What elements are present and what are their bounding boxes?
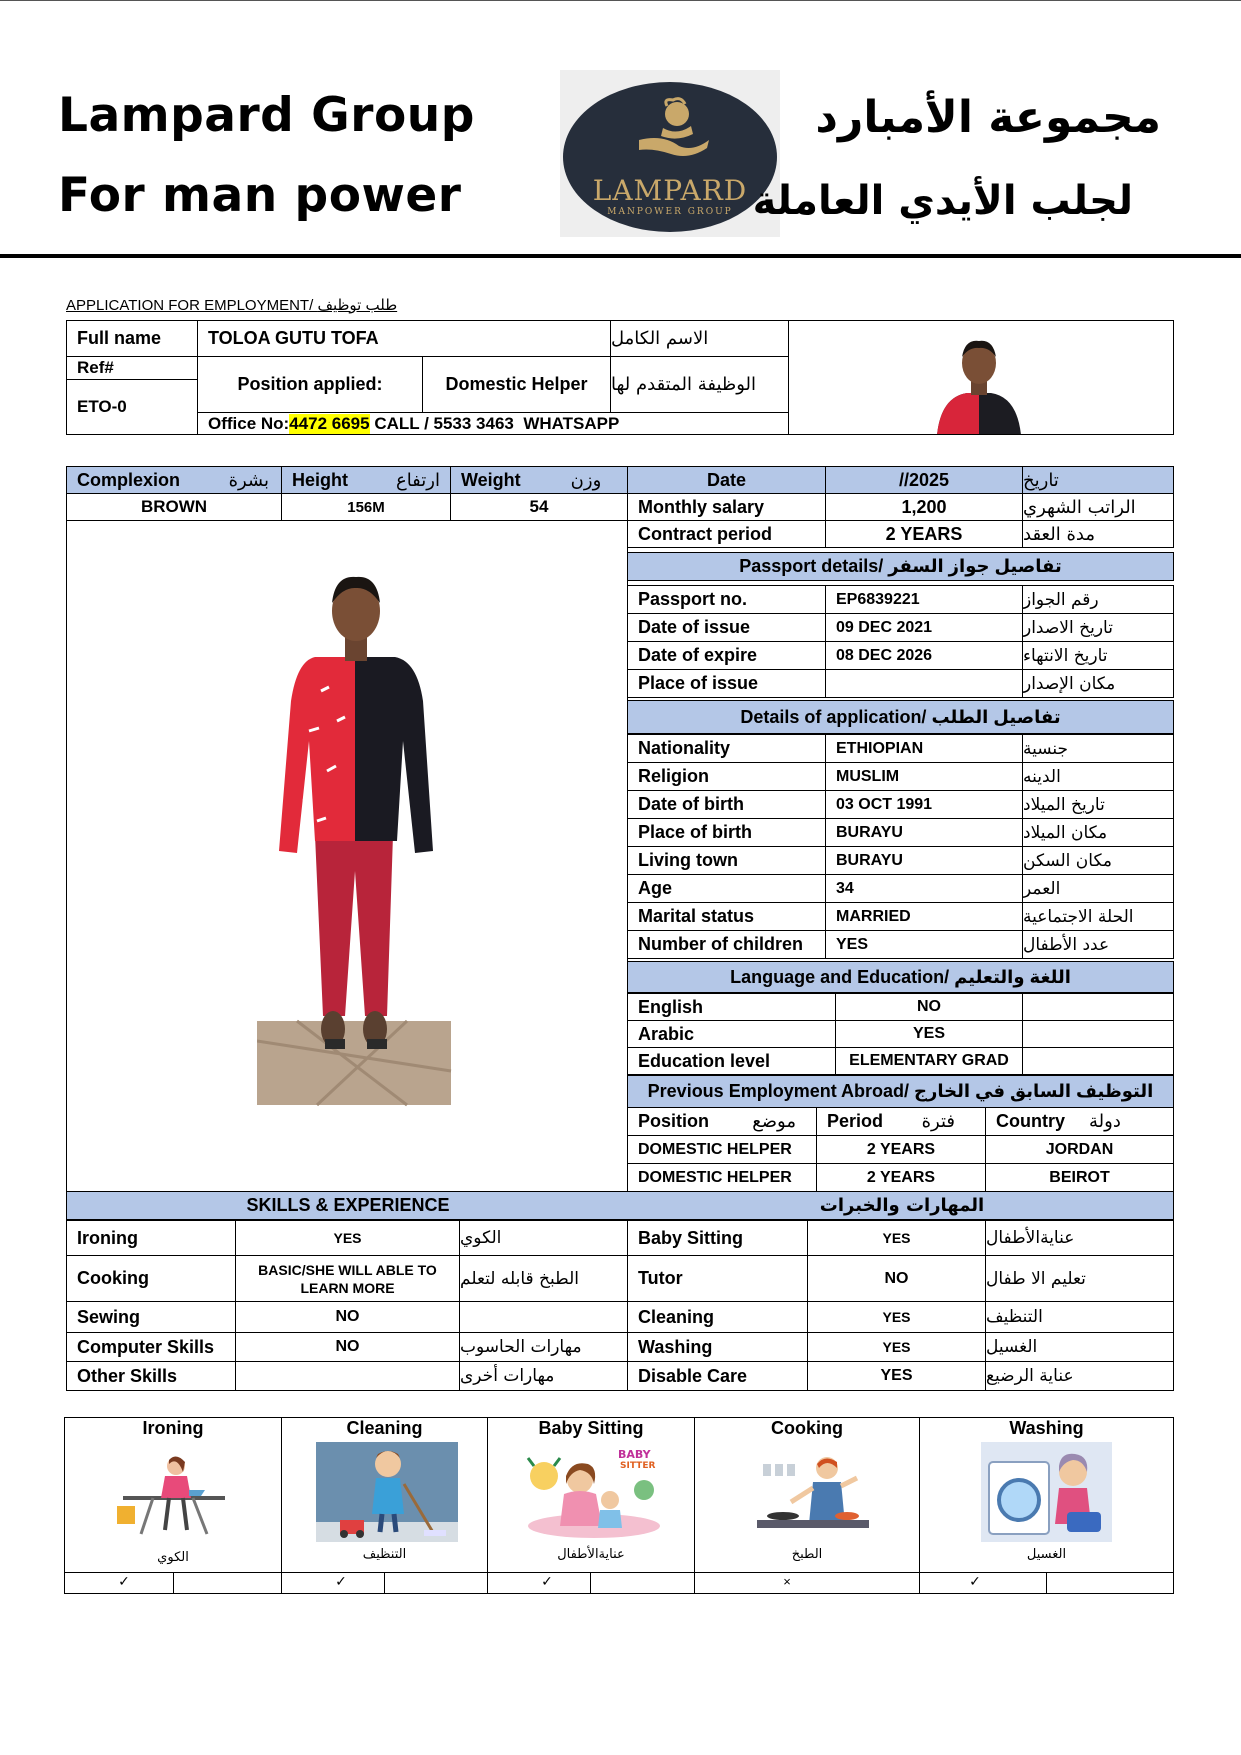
living-town-label: Living town [627, 846, 826, 875]
marital-status-label: Marital status [627, 902, 826, 931]
skill-ironing-value: YES [235, 1220, 460, 1256]
employment-col-country [985, 1107, 1174, 1136]
check-cell-ironing-blank [173, 1572, 282, 1594]
english-ar [1022, 993, 1174, 1021]
skill-washing-ar: الغسيل [985, 1332, 1174, 1362]
marital-status-value: MARRIED [825, 902, 1023, 931]
employment-col-period [816, 1107, 986, 1136]
skill-disable-care-label: Disable Care [627, 1361, 808, 1391]
check-cell-cooking [694, 1572, 920, 1594]
skill-computer-value: NO [235, 1332, 460, 1362]
place-issue-label: Place of issue [627, 669, 826, 698]
applicant-full-body-photo [257, 571, 457, 1111]
check-cell-washing-blank [1046, 1572, 1174, 1594]
skill-tutor-value: NO [807, 1255, 986, 1302]
position-value: Domestic Helper [422, 356, 611, 413]
col-country-ar: دولة [1089, 1111, 1121, 1132]
salary-label: Monthly salary [627, 493, 826, 521]
place-issue-ar: مكان الإصدار [1022, 669, 1174, 698]
full-body-photo-cell [66, 520, 628, 1192]
complexion-label: Complexion [77, 469, 181, 490]
icon-card-baby-sitting-ar: عنايةالأطفال [557, 1547, 625, 1562]
english-value: NO [835, 993, 1023, 1021]
skill-ironing-label: Ironing [66, 1220, 236, 1256]
baby-sitter-badge-line1: BABY [618, 1448, 651, 1461]
details-section-header: Details of application/ تفاصيل الطلب [627, 700, 1174, 734]
birth-date-label: Date of birth [627, 790, 826, 819]
height-ar: ارتفاع [395, 469, 440, 491]
height-label: Height [292, 469, 348, 490]
employment-row-1-period: 2 YEARS [816, 1135, 986, 1164]
skill-computer-label: Computer Skills [66, 1332, 236, 1362]
skill-disable-care-value: YES [807, 1361, 986, 1391]
icon-card-baby-sitting-title: Baby Sitting [538, 1418, 644, 1438]
complexion-header [66, 466, 282, 494]
icon-card-cooking-title: Cooking [771, 1418, 843, 1438]
english-label: English [627, 993, 836, 1021]
office-label: Office No: [208, 413, 290, 433]
full-name-ar-label: الاسم الكامل [610, 320, 789, 357]
age-label: Age [627, 874, 826, 903]
full-name-label: Full name [66, 320, 198, 357]
icon-card-ironing-title: Ironing [142, 1418, 204, 1438]
employment-row-2-country: BEIROT [985, 1163, 1174, 1192]
skill-sewing-label: Sewing [66, 1301, 236, 1333]
skill-cooking-label: Cooking [66, 1255, 236, 1302]
cleaning-check-mark: ✓ [335, 1573, 347, 1589]
skill-baby-sitting-value: YES [807, 1220, 986, 1256]
washing-icon [981, 1442, 1112, 1542]
company-name-ar-line2: لجلب الأيدي العاملة [752, 178, 1133, 224]
skill-cooking-ar: الطبخ قابله لتعلم [459, 1255, 628, 1302]
skill-disable-care-ar: عناية الرضيع [985, 1361, 1174, 1391]
skill-baby-sitting-ar: عنايةالأطفال [985, 1220, 1174, 1256]
skill-cleaning-value: YES [807, 1301, 986, 1333]
education-value: ELEMENTARY GRAD [835, 1047, 1023, 1075]
ironing-icon [113, 1452, 233, 1536]
header-divider [0, 254, 1241, 258]
baby-sitter-badge-line2: SITTER [620, 1461, 656, 1471]
skill-baby-sitting-label: Baby Sitting [627, 1220, 808, 1256]
religion-label: Religion [627, 762, 826, 791]
age-value: 34 [825, 874, 1023, 903]
small-photo-cell [788, 320, 1174, 435]
children-value: YES [825, 930, 1023, 959]
skill-ironing-ar: الكوي [459, 1220, 628, 1256]
employment-section-header: Previous Employment Abroad/ التوظيف السابق في الخارج [627, 1075, 1174, 1108]
date-value: //2025 [825, 466, 1023, 494]
full-name-value: TOLOA GUTU TOFA [197, 320, 611, 357]
col-period-label: Period [827, 1111, 884, 1131]
period-value: 2 YEARS [825, 520, 1023, 548]
skills-header-en: SKILLS & EXPERIENCE [246, 1195, 450, 1215]
cooking-icon [757, 1454, 869, 1538]
skill-cleaning-ar: التنظيف [985, 1301, 1174, 1333]
company-name-en-line2: For man power [58, 168, 462, 223]
company-name-en-line1: Lampard Group [58, 88, 475, 143]
expire-date-value: 08 DEC 2026 [825, 641, 1023, 670]
weight-header [450, 466, 628, 494]
passport-no-ar: رقم الجواز [1022, 585, 1174, 614]
skill-tutor-ar: تعليم الا طفال [985, 1255, 1174, 1302]
skill-other-value [235, 1361, 460, 1391]
applicant-headshot [919, 335, 1039, 435]
office-numbers [197, 412, 789, 435]
skill-cooking-value [235, 1255, 460, 1302]
application-title: APPLICATION FOR EMPLOYMENT/ طلب توظيف [66, 297, 398, 314]
language-section-header: Language and Education/ اللغة والتعليم [627, 961, 1174, 993]
employment-col-position [627, 1107, 817, 1136]
office-phone-rest: CALL / 5533 3463 WHATSAPP [369, 413, 620, 433]
icon-card-cleaning-title: Cleaning [346, 1418, 423, 1438]
cooking-cross-mark: × [783, 1574, 791, 1589]
birth-place-value: BURAYU [825, 818, 1023, 847]
ref-label: Ref# [66, 356, 198, 380]
skill-sewing-value: NO [235, 1301, 460, 1333]
logo-hand-woman-icon [633, 96, 713, 160]
complexion-value: BROWN [66, 493, 282, 521]
period-ar-label: مدة العقد [1022, 520, 1174, 548]
skill-cooking-value-line1: BASIC/SHE WILL ABLE TO [258, 1261, 437, 1278]
birth-place-label: Place of birth [627, 818, 826, 847]
col-position-ar: موضع [752, 1111, 796, 1132]
skill-sewing-ar [459, 1301, 628, 1333]
arabic-value: YES [835, 1020, 1023, 1048]
baby-sitting-check-mark: ✓ [541, 1573, 553, 1589]
passport-section-header: Passport details/ تفاصيل جواز السفر [627, 552, 1174, 581]
living-town-ar: مكان السكن [1022, 846, 1174, 875]
weight-value: 54 [450, 493, 628, 521]
col-period-ar: فترة [921, 1111, 955, 1132]
baby-sitting-icon [524, 1446, 668, 1540]
top-rule [0, 0, 1241, 1]
issue-date-value: 09 DEC 2021 [825, 613, 1023, 642]
issue-date-ar: تاريخ الاصدار [1022, 613, 1174, 642]
employment-row-1-country: JORDAN [985, 1135, 1174, 1164]
education-label: Education level [627, 1047, 836, 1075]
employment-row-2-position: DOMESTIC HELPER [627, 1163, 817, 1192]
marital-status-ar: الحلة الاجتماعية [1022, 902, 1174, 931]
nationality-ar: جنسية [1022, 734, 1174, 763]
icon-card-washing-ar: الغسيل [1026, 1547, 1067, 1562]
skill-cooking-value-line2: LEARN MORE [300, 1279, 395, 1296]
icon-card-washing-title: Washing [1009, 1418, 1084, 1438]
religion-value: MUSLIM [825, 762, 1023, 791]
skill-cleaning-label: Cleaning [627, 1301, 808, 1333]
col-country-label: Country [996, 1111, 1065, 1131]
salary-value: 1,200 [825, 493, 1023, 521]
date-ar-label: تاريخ [1022, 466, 1174, 494]
skill-other-label: Other Skills [66, 1361, 236, 1391]
period-label: Contract period [627, 520, 826, 548]
skills-section-header [66, 1191, 1174, 1220]
weight-ar: وزن [570, 469, 602, 491]
company-name-ar-line1: مجموعة الأمبارد [815, 92, 1161, 143]
age-ar: العمر [1022, 874, 1174, 903]
arabic-label: Arabic [627, 1020, 836, 1048]
skill-washing-label: Washing [627, 1332, 808, 1362]
birth-date-ar: تاريخ الميلاد [1022, 790, 1174, 819]
icon-card-ironing-ar: الكوي [157, 1550, 189, 1565]
living-town-value: BURAYU [825, 846, 1023, 875]
children-label: Number of children [627, 930, 826, 959]
arabic-ar [1022, 1020, 1174, 1048]
nationality-label: Nationality [627, 734, 826, 763]
check-cell-baby-sitting-blank [590, 1572, 695, 1594]
birth-date-value: 03 OCT 1991 [825, 790, 1023, 819]
office-phone-highlight: 4472 6695 [289, 413, 370, 433]
expire-date-label: Date of expire [627, 641, 826, 670]
logo-oval [563, 82, 777, 232]
skill-washing-value: YES [807, 1332, 986, 1362]
skills-header-ar: المهارات والخبرات [819, 1195, 985, 1216]
skill-other-ar: مهارات أخرى [459, 1361, 628, 1391]
icon-card-cleaning-ar: التنظيف [362, 1547, 407, 1562]
height-header [281, 466, 451, 494]
washing-check-mark: ✓ [969, 1573, 981, 1589]
logo-subtitle: MANPOWER GROUP [607, 207, 733, 217]
position-ar-label: الوظيفة المتقدم لها [610, 356, 789, 413]
place-issue-value [825, 669, 1023, 698]
icon-card-cooking-ar: الطبخ [791, 1547, 823, 1562]
skill-tutor-label: Tutor [627, 1255, 808, 1302]
expire-date-ar: تاريخ الانتهاء [1022, 641, 1174, 670]
issue-date-label: Date of issue [627, 613, 826, 642]
weight-label: Weight [461, 469, 521, 490]
birth-place-ar: مكان الميلاد [1022, 818, 1174, 847]
col-position-label: Position [638, 1111, 709, 1131]
religion-ar: الدينه [1022, 762, 1174, 791]
logo-wordmark: LAMPARD [592, 174, 748, 207]
skill-computer-ar: مهارات الحاسوب [459, 1332, 628, 1362]
check-cell-cleaning-blank [384, 1572, 488, 1594]
children-ar: عدد الأطفال [1022, 930, 1174, 959]
position-label: Position applied: [197, 356, 423, 413]
employment-row-1-position: DOMESTIC HELPER [627, 1135, 817, 1164]
passport-no-label: Passport no. [627, 585, 826, 614]
education-ar [1022, 1047, 1174, 1075]
cleaning-icon [316, 1442, 458, 1542]
passport-no-value: EP6839221 [825, 585, 1023, 614]
salary-ar-label: الراتب الشهري [1022, 493, 1174, 521]
employment-row-2-period: 2 YEARS [816, 1163, 986, 1192]
nationality-value: ETHIOPIAN [825, 734, 1023, 763]
height-value: 156M [281, 493, 451, 521]
date-label: Date [627, 466, 826, 494]
ref-value: ETO-0 [66, 379, 198, 435]
ironing-check-mark: ✓ [118, 1573, 130, 1589]
company-logo [560, 70, 780, 237]
complexion-ar: بشرة [228, 469, 269, 491]
